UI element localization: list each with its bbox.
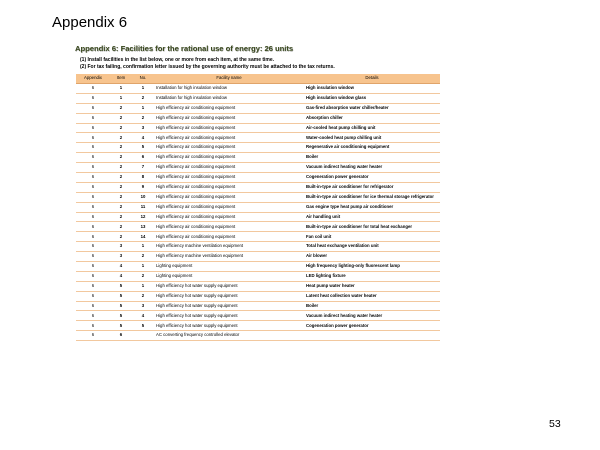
table-row (76, 143, 440, 153)
cell-facility-name: High efficiency hot water supply equipment (154, 321, 304, 331)
cell-appendix: 6 (76, 301, 110, 311)
cell-details: Absorption chiller (304, 113, 440, 123)
cell-facility-name: High efficiency machine ventilation equipment (154, 252, 304, 262)
cell-item: 1 (110, 84, 132, 94)
cell-facility-name: High efficiency air conditioning equipment (154, 222, 304, 232)
cell-appendix: 6 (76, 192, 110, 202)
cell-facility-name: High efficiency air conditioning equipment (154, 103, 304, 113)
cell-facility-name: High efficiency hot water supply equipment (154, 301, 304, 311)
cell-no: 1 (132, 84, 154, 94)
cell-appendix: 6 (76, 153, 110, 163)
cell-facility-name: Installation for high insulation window (154, 84, 304, 94)
table-note: (2) For tax failing, confirmation letter issued by the governing authority must be attached to the tax returns. (80, 64, 335, 70)
cell-appendix: 6 (76, 262, 110, 272)
cell-appendix: 6 (76, 232, 110, 242)
cell-facility-name: High efficiency hot water supply equipment (154, 281, 304, 291)
cell-appendix: 6 (76, 113, 110, 123)
cell-item: 5 (110, 281, 132, 291)
cell-item: 2 (110, 182, 132, 192)
cell-no: 11 (132, 202, 154, 212)
cell-appendix: 6 (76, 252, 110, 262)
cell-item: 5 (110, 291, 132, 301)
cell-details: High insulation window (304, 84, 440, 94)
cell-facility-name: High efficiency air conditioning equipment (154, 153, 304, 163)
cell-no: 2 (132, 271, 154, 281)
cell-facility-name: High efficiency air conditioning equipment (154, 182, 304, 192)
table-row (76, 93, 440, 103)
cell-details: Vacuum indirect heating water heater (304, 163, 440, 173)
cell-facility-name: High efficiency hot water supply equipment (154, 291, 304, 301)
cell-facility-name: Installation for high insulation window (154, 93, 304, 103)
table-row (76, 331, 440, 341)
cell-no: 4 (132, 311, 154, 321)
cell-item: 2 (110, 123, 132, 133)
cell-appendix: 6 (76, 311, 110, 321)
cell-no: 14 (132, 232, 154, 242)
cell-no: 2 (132, 252, 154, 262)
cell-item: 5 (110, 311, 132, 321)
cell-details: Boiler (304, 301, 440, 311)
column-header-details: Details (304, 74, 440, 84)
cell-appendix: 6 (76, 321, 110, 331)
cell-details: Water-cooled heat pump chilling unit (304, 133, 440, 143)
cell-details: Cogeneration power generator (304, 321, 440, 331)
cell-appendix: 6 (76, 173, 110, 183)
page-number: 53 (549, 418, 561, 430)
table-header-row (76, 74, 440, 84)
table-row (76, 202, 440, 212)
cell-facility-name: High efficiency air conditioning equipment (154, 163, 304, 173)
cell-no: 4 (132, 133, 154, 143)
table-row (76, 133, 440, 143)
table-row (76, 232, 440, 242)
cell-item: 5 (110, 321, 132, 331)
table-row (76, 182, 440, 192)
cell-no: 6 (132, 153, 154, 163)
cell-details: Air-cooled heat pump chilling unit (304, 123, 440, 133)
table-row (76, 311, 440, 321)
cell-details: High insulation window glass (304, 93, 440, 103)
table-row (76, 123, 440, 133)
table-row (76, 262, 440, 272)
cell-facility-name: High efficiency hot water supply equipment (154, 311, 304, 321)
cell-details: Built-in-type air conditioner for total heat exchanger (304, 222, 440, 232)
cell-appendix: 6 (76, 182, 110, 192)
cell-item: 2 (110, 192, 132, 202)
cell-no: 5 (132, 143, 154, 153)
cell-item: 2 (110, 103, 132, 113)
column-header-no: No. (132, 74, 154, 84)
cell-item: 5 (110, 301, 132, 311)
cell-facility-name: High efficiency air conditioning equipment (154, 212, 304, 222)
table-row (76, 291, 440, 301)
table-row (76, 163, 440, 173)
cell-appendix: 6 (76, 123, 110, 133)
cell-item: 3 (110, 242, 132, 252)
table-row (76, 242, 440, 252)
cell-no: 7 (132, 163, 154, 173)
column-header-appendix: Appendix (76, 74, 110, 84)
cell-item: 2 (110, 173, 132, 183)
cell-no: 1 (132, 281, 154, 291)
cell-details: Gas-fired absorption water chiller/heater (304, 103, 440, 113)
cell-no: 2 (132, 93, 154, 103)
cell-details: Air handling unit (304, 212, 440, 222)
cell-no: 3 (132, 301, 154, 311)
facility-table (76, 74, 440, 341)
table-row (76, 103, 440, 113)
cell-item: 2 (110, 212, 132, 222)
cell-details: High frequency lighting-only fluorescent lamp (304, 262, 440, 272)
cell-appendix: 6 (76, 163, 110, 173)
cell-appendix: 6 (76, 291, 110, 301)
cell-appendix: 6 (76, 222, 110, 232)
cell-no: 3 (132, 123, 154, 133)
cell-facility-name: Lighting equipment (154, 262, 304, 272)
cell-no: 10 (132, 192, 154, 202)
table-body (76, 84, 440, 341)
table-row (76, 84, 440, 94)
table-note: (1) Install facilities in the list below, one or more from each item, at the same time. (80, 57, 275, 63)
cell-details: Built-in-type air conditioner for refrigerator (304, 182, 440, 192)
cell-details: Gas engine type heat pump air conditioner (304, 202, 440, 212)
cell-no: 13 (132, 222, 154, 232)
cell-facility-name: High efficiency air conditioning equipment (154, 113, 304, 123)
cell-item: 2 (110, 153, 132, 163)
cell-item: 4 (110, 262, 132, 272)
cell-no: 5 (132, 321, 154, 331)
cell-details: LED lighting fixture (304, 271, 440, 281)
table-row (76, 301, 440, 311)
cell-details: Total heat exchange ventilation unit (304, 242, 440, 252)
cell-details: Cogeneration power generator (304, 173, 440, 183)
cell-details: Air blower (304, 252, 440, 262)
cell-item: 2 (110, 133, 132, 143)
table-row (76, 281, 440, 291)
cell-facility-name: High efficiency air conditioning equipment (154, 143, 304, 153)
cell-details: Boiler (304, 153, 440, 163)
cell-facility-name: AC converting frequency controlled elevator (154, 331, 304, 341)
cell-item: 2 (110, 202, 132, 212)
column-header-facility: Facility name (154, 74, 304, 84)
cell-item: 2 (110, 232, 132, 242)
cell-appendix: 6 (76, 242, 110, 252)
cell-facility-name: Lighting equipment (154, 271, 304, 281)
table-row (76, 212, 440, 222)
cell-item: 2 (110, 163, 132, 173)
cell-appendix: 6 (76, 212, 110, 222)
table-row (76, 222, 440, 232)
cell-details: Vacuum indirect heating water heater (304, 311, 440, 321)
cell-facility-name: High efficiency machine ventilation equipment (154, 242, 304, 252)
cell-item: 6 (110, 331, 132, 341)
cell-appendix: 6 (76, 133, 110, 143)
cell-appendix: 6 (76, 103, 110, 113)
cell-item: 3 (110, 252, 132, 262)
cell-details: Heat pump water heater (304, 281, 440, 291)
cell-details: Built-in-type air conditioner for ice thermal storage refrigerator (304, 192, 440, 202)
cell-facility-name: High efficiency air conditioning equipment (154, 192, 304, 202)
cell-item: 2 (110, 222, 132, 232)
cell-facility-name: High efficiency air conditioning equipment (154, 173, 304, 183)
table-row (76, 173, 440, 183)
column-header-item: Item (110, 74, 132, 84)
cell-appendix: 6 (76, 281, 110, 291)
cell-item: 2 (110, 113, 132, 123)
cell-item: 1 (110, 93, 132, 103)
table-row (76, 192, 440, 202)
cell-no: 1 (132, 103, 154, 113)
cell-details: Latent heat collection water heater (304, 291, 440, 301)
cell-no: 12 (132, 212, 154, 222)
cell-no: 2 (132, 113, 154, 123)
cell-no: 8 (132, 173, 154, 183)
table-row (76, 252, 440, 262)
cell-details: Regenerative air conditioning equipment (304, 143, 440, 153)
cell-facility-name: High efficiency air conditioning equipment (154, 232, 304, 242)
table-row (76, 153, 440, 163)
cell-item: 4 (110, 271, 132, 281)
cell-facility-name: High efficiency air conditioning equipment (154, 123, 304, 133)
table-heading: Appendix 6: Facilities for the rational use of energy: 26 units (75, 44, 294, 53)
cell-item: 2 (110, 143, 132, 153)
cell-no: 1 (132, 262, 154, 272)
cell-appendix: 6 (76, 202, 110, 212)
table-row (76, 321, 440, 331)
cell-no: 1 (132, 242, 154, 252)
cell-appendix: 6 (76, 143, 110, 153)
slide-title: Appendix 6 (52, 14, 128, 31)
cell-appendix: 6 (76, 93, 110, 103)
cell-facility-name: High efficiency air conditioning equipment (154, 133, 304, 143)
cell-details: Fan coil unit (304, 232, 440, 242)
cell-no (132, 331, 154, 341)
cell-no: 9 (132, 182, 154, 192)
cell-appendix: 6 (76, 271, 110, 281)
cell-facility-name: High efficiency air conditioning equipment (154, 202, 304, 212)
table-row (76, 271, 440, 281)
cell-no: 2 (132, 291, 154, 301)
cell-appendix: 6 (76, 84, 110, 94)
cell-details (304, 331, 440, 341)
cell-appendix: 6 (76, 331, 110, 341)
table-row (76, 113, 440, 123)
